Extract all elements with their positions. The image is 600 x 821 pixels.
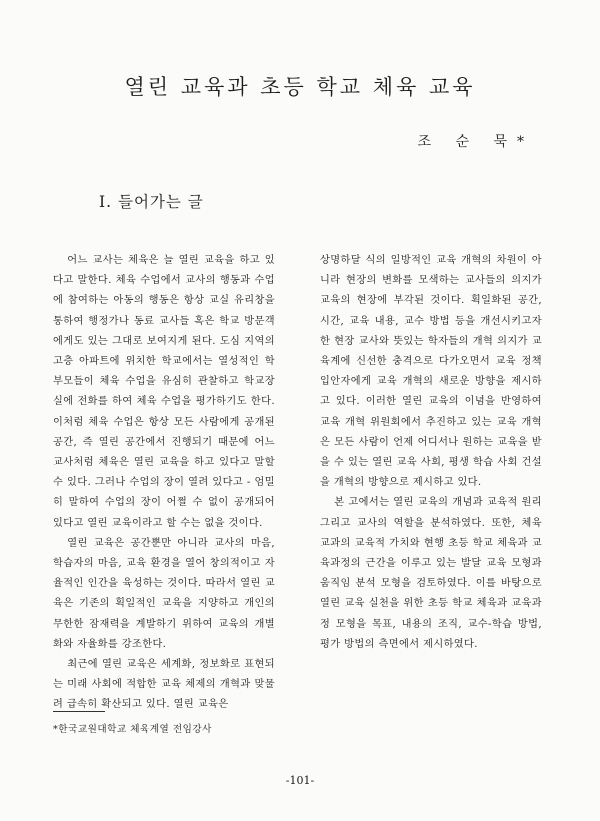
author-name: 조 순 묵* <box>417 134 534 150</box>
paper-title: 열린 교육과 초등 학교 체육 교육 <box>124 75 476 99</box>
paragraph: 어느 교사는 체육은 늘 열린 교육을 하고 있다고 말한다. 체육 수업에서 교사의 행동과 수업에 참여하는 아동의 행동은 항상 교실 유리창을 통하여 행정가나 동료 교사들 혹은 학교 방문객에게도 있는 그대로 보여지게 된다. 도심 지역의 고층 아파트에 위치한 학교에서는 열성적인 학부모들이 체육 수업을 유심히 관찰하고 학교장 실에 전화를 하여 체육 수업을 평가하기도 한다. 이처럼 체육 수업은 항상 모든 사람에게 공개된 공간, 즉 열린 공간에서 진행되기 때문에 어느 교사처럼 체육은 열린 교육을 하고 있다고 말할 수 있다. 그러나 수업의 장이 열려 있다고 - 엄밀히 말하여 수업의 장이 어쩔 수 없이 공개되어 있다고 열린 교육이라고 할 수는 없을 것이다. <box>53 255 275 529</box>
footnote: *한국교원대학교 체육계열 전임강사 <box>53 724 212 735</box>
paragraph: 최근에 열린 교육은 세계화, 정보화로 표현되는 미래 사회에 적합한 교육 체제의 개혁과 맞물려 급속히 확산되고 있다. 열린 교육은 <box>53 659 275 711</box>
page-number: -101- <box>285 774 315 787</box>
right-column <box>320 251 542 655</box>
paragraph: 상명하달 식의 일방적인 교육 개혁의 차원이 아니라 현장의 변화를 모색하는 교사들의 의지가 교육의 현장에 부각된 것이다. 획일화된 공간, 시간, 교육 내용, 교수 방법 등을 개선시키고자 한 현장 교사와 뜻있는 학자들의 개혁 의지가 교육계에 신선한 충격으로 다가오면서 교육 정책 입안자에게 교육 개혁의 새로운 방향을 제시하고 있다. 이러한 열린 교육의 이념을 반영하여 교육 개혁 위원회에서 추진하고 있는 교육 개혁은 모든 사람이 언제 어디서나 원하는 교육을 받을 수 있는 열린 교육 사회, 평생 학습 사회 건설을 개혁의 방향으로 제시하고 있다. <box>320 255 542 489</box>
footnote-divider <box>53 711 105 712</box>
paragraph: 본 고에서는 열린 교육의 개념과 교육적 원리 그리고 교사의 역할을 분석하였다. 또한, 체육 교과의 교육적 가치와 현행 초등 학교 체육과 교육과정의 근간을 이루고 있는 발달 교육 모형과 움직임 분석 모형을 검토하였다. 이를 바탕으로 열린 교육 실천을 위한 초등 학교 체육과 교육과정 모형을 목표, 내용의 조직, 교수-학습 방법, 평가 방법의 측면에서 제시하였다. <box>320 497 542 650</box>
left-column <box>53 251 275 716</box>
paragraph: 열린 교육은 공간뿐만 아니라 교사의 마음, 학습자의 마음, 교육 환경을 열어 창의적이고 자율적인 인간을 육성하는 것이다. 따라서 열린 교육은 기존의 획일적인 교육을 지양하고 개인의 무한한 잠재력을 계발하기 위하여 교육의 개별화와 자율화를 강조한다. <box>53 537 275 650</box>
section-heading: I. 들어가는 글 <box>99 193 204 211</box>
